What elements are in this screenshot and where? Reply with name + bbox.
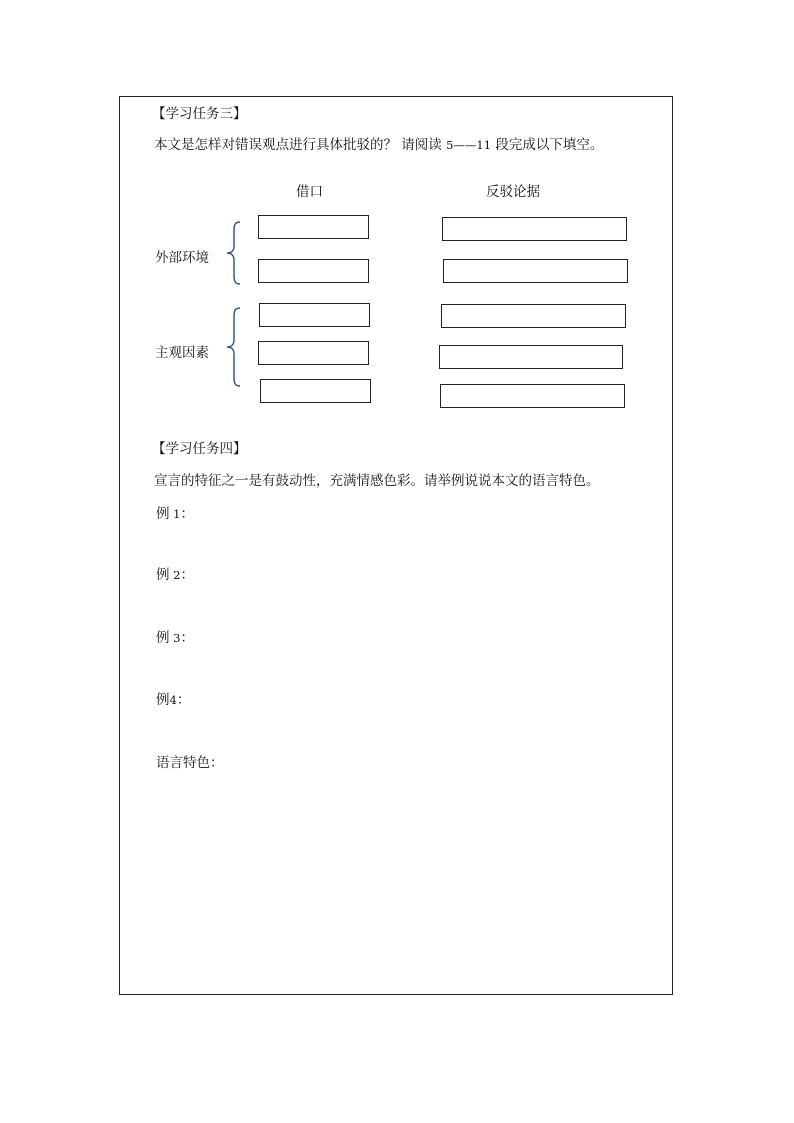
- task4-prompt: 宣言的特征之一是有鼓动性，充满情感色彩。请举例说说本文的语言特色。: [154, 473, 600, 489]
- excuse-box-external-1[interactable]: [258, 215, 369, 239]
- rebuttal-box-external-2[interactable]: [443, 259, 628, 283]
- rebuttal-box-external-1[interactable]: [442, 217, 627, 241]
- column-header-excuse: 借口: [296, 184, 323, 200]
- excuse-box-subjective-2[interactable]: [258, 341, 369, 365]
- brace-external-icon: [224, 220, 244, 286]
- task4-heading: 【学习任务四】: [152, 441, 247, 457]
- rebuttal-box-subjective-1[interactable]: [441, 304, 626, 328]
- excuse-box-subjective-1[interactable]: [259, 303, 370, 327]
- rebuttal-box-subjective-2[interactable]: [439, 345, 623, 369]
- group-label-external: 外部环境: [155, 250, 209, 266]
- rebuttal-box-subjective-3[interactable]: [440, 384, 625, 408]
- task3-question-part1: 本文是怎样对错误观点进行具体批驳的？ 请阅读: [154, 137, 447, 153]
- column-header-rebuttal: 反驳论据: [486, 184, 540, 200]
- brace-subjective-icon: [224, 306, 244, 388]
- language-feature-label: 语言特色：: [156, 755, 224, 771]
- example-label-4: 例4：: [156, 692, 191, 708]
- task3-heading: 【学习任务三】: [152, 106, 247, 122]
- task3-question-range: 5——11: [446, 138, 492, 152]
- example-label-1: 例 1：: [156, 506, 194, 522]
- group-label-subjective: 主观因素: [155, 345, 209, 361]
- task3-question-part2: 段完成以下填空。: [491, 137, 604, 153]
- excuse-box-subjective-3[interactable]: [260, 379, 371, 403]
- example-label-2: 例 2：: [156, 567, 194, 583]
- example-label-3: 例 3：: [156, 630, 194, 646]
- excuse-box-external-2[interactable]: [258, 259, 369, 283]
- task3-question: [154, 136, 603, 154]
